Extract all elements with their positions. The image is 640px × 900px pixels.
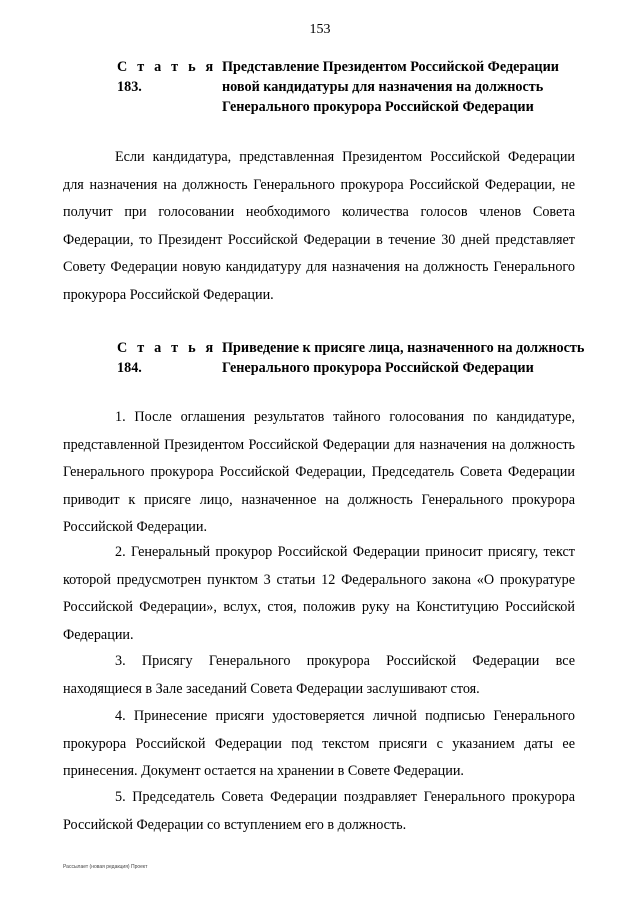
article-label: С т а т ь я: [117, 59, 217, 75]
article-184-paragraph-4: 4. Принесение присяги удостоверяется личной подписью Генерального прокурора Российской Федерации под текстом присяги с указанием даты ее принесения. Документ остается на хранении в Совете Федерации.: [63, 708, 575, 779]
article-184-paragraph-3: 3. Присягу Генерального прокурора Российской Федерации все находящиеся в Зале заседаний Совета Федерации заслушивают стоя.: [63, 653, 575, 697]
article-number: 183.: [117, 79, 142, 95]
article-184-heading: [117, 338, 587, 378]
article-183-body: Если кандидатура, представленная Президентом Российской Федерации для назначения на должность Генерального прокурора Российской Федерации, не получит при голосовании необходимого количества голосов членов Совета Федерации, то Президент Российской Федерации в течение 30 дней представляет Совету Федерации новую кандидатуру для назначения на должность Генерального прокурора Российской Федерации.: [63, 149, 575, 303]
article-184-paragraph-5: 5. Председатель Совета Федерации поздравляет Генерального прокурора Российской Федерации со вступлением его в должность.: [63, 789, 575, 833]
article-label: С т а т ь я: [117, 340, 217, 356]
article-number: 184.: [117, 360, 142, 376]
article-title: Представление Президентом Российской Федерации новой кандидатуры для назначения на должность Генерального прокурора Российской Федерации: [222, 59, 559, 115]
article-title: Приведение к присяге лица, назначенного на должность Генерального прокурора Российской Федерации: [222, 340, 585, 376]
article-184-paragraph-1: 1. После оглашения результатов тайного голосования по кандидатуре, представленной Президентом Российской Федерации для назначения на должность Генерального прокурора Российской Федерации, Председатель Совета Федерации приводит к присяге лицо, назначенное на должность Генерального прокурора Российской Федерации.: [63, 409, 575, 535]
page-number: 153: [309, 22, 331, 37]
footer-note: Рассылает (новая редакция) Проект: [63, 864, 148, 870]
article-183-heading: [117, 57, 587, 117]
article-184-paragraph-2: 2. Генеральный прокурор Российской Федерации приносит присягу, текст которой предусмотрен пунктом 3 статьи 12 Федерального закона «О прокуратуре Российской Федерации», вслух, стоя, положив руку на Конституцию Российской Федерации.: [63, 544, 575, 643]
